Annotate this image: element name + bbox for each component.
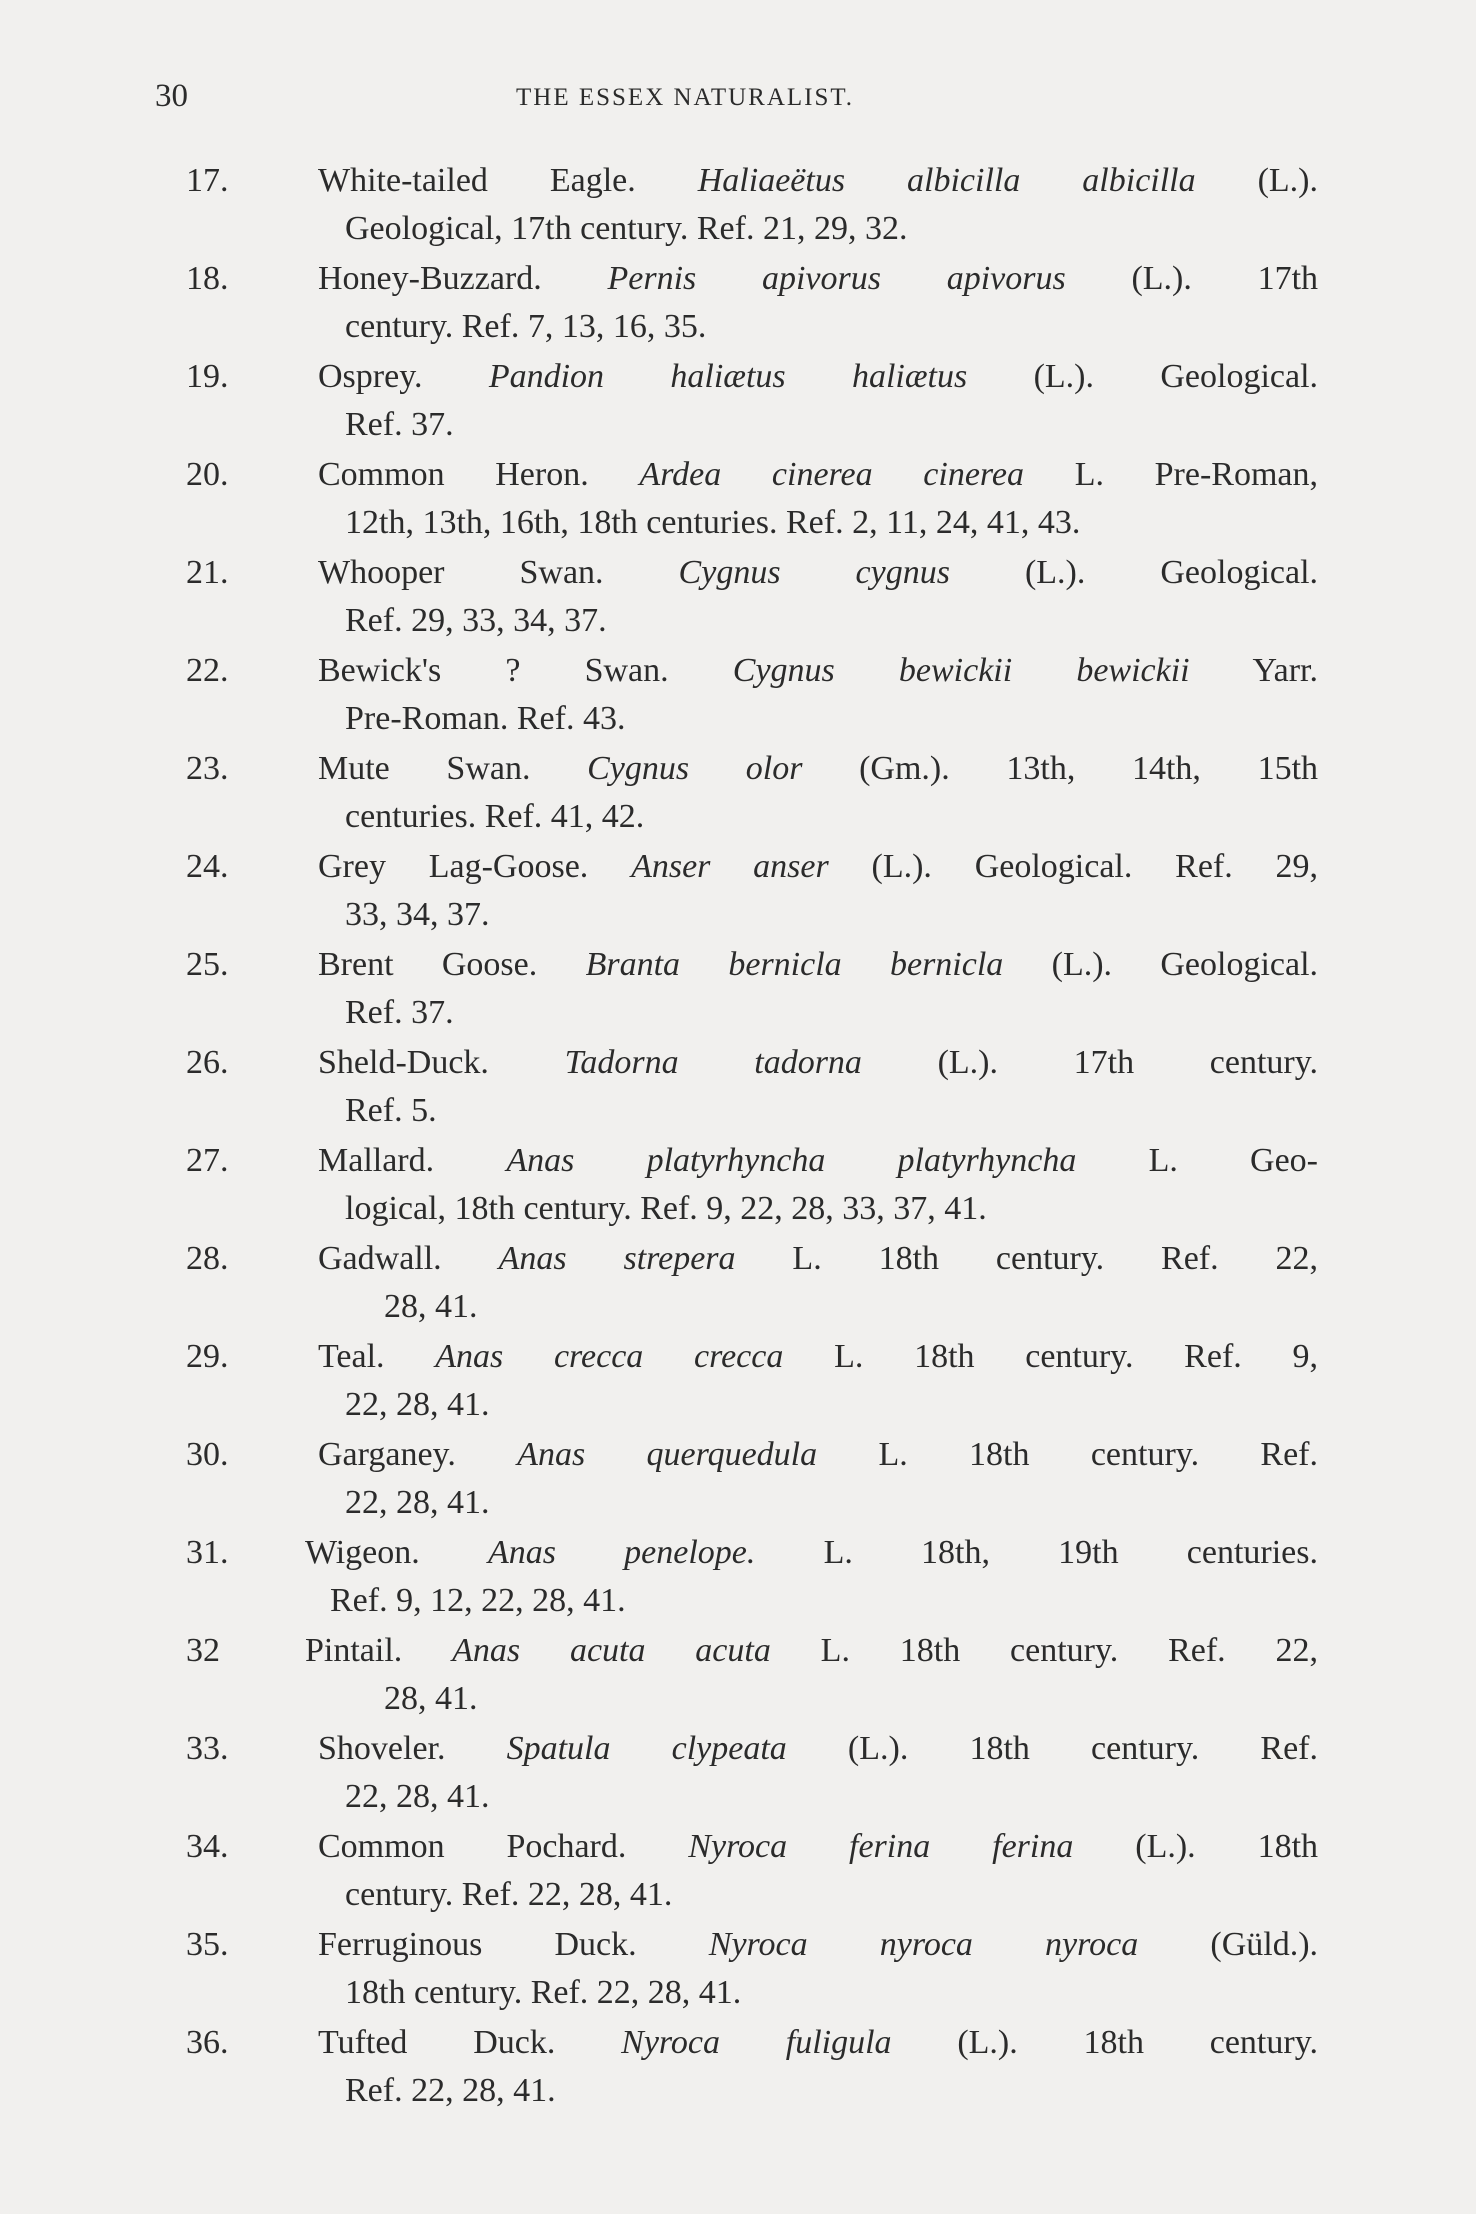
entry-detail: (L.). Geological. [1024,554,1319,591]
entry-continuation: 18th century. Ref. 22, 28, 41. [345,1974,742,2011]
entry-number: 31. [186,1534,229,1571]
entry-detail: L. 18th century. Ref. 9, [834,1338,1318,1375]
entry-continuation: 22, 28, 41. [345,1386,490,1423]
entry-continuation: century. Ref. 22, 28, 41. [345,1876,673,1913]
latin-name: Cygnus cygnus [678,554,950,591]
entry-continuation: 12th, 13th, 16th, 18th centuries. Ref. 2, 11, 24, 41, 43. [345,504,1081,541]
entry-number: 23. [186,750,229,787]
entry-continuation: Ref. 22, 28, 41. [345,2072,556,2109]
latin-name: Tadorna tadorna [564,1044,862,1081]
common-name: Ferruginous Duck. [318,1926,637,1963]
latin-name: Anser anser [631,848,829,885]
entry-detail: (Gm.). 13th, 14th, 15th [859,750,1319,787]
entry-detail: (L.). 18th [1135,1828,1319,1865]
entry-number: 36. [186,2024,229,2061]
entry-continuation: Ref. 5. [345,1092,437,1129]
common-name: Osprey. [318,358,423,395]
latin-name: Pandion haliætus haliætus [488,358,968,395]
latin-name: Cygnus bewickii bewickii [732,652,1190,689]
common-name: White-tailed Eagle. [318,162,636,199]
common-name: Pintail. [305,1632,403,1669]
entry-detail: L. 18th, 19th centuries. [823,1534,1318,1571]
latin-name: Anas acuta acuta [452,1632,771,1669]
latin-name: Pernis apivorus apivorus [607,260,1066,297]
entry-continuation: century. Ref. 7, 13, 16, 35. [345,308,707,345]
entry-detail: (L.). Geological. [1051,946,1319,983]
entry-detail: (L.). 18th century. [957,2024,1318,2061]
common-name: Common Heron. [318,456,589,493]
latin-name: Branta bernicla bernicla [585,946,1004,983]
common-name: Garganey. [318,1436,456,1473]
common-name: Grey Lag-Goose. [318,848,589,885]
latin-name: Spatula clypeata [506,1730,787,1767]
entry-detail: (L.). 17th century. [937,1044,1319,1081]
latin-name: Haliaeëtus albicilla albicilla [697,162,1196,199]
running-head: THE ESSEX NATURALIST. [516,84,855,111]
latin-name: Anas platyrhyncha platyrhyncha [506,1142,1077,1179]
entry-number: 25. [186,946,229,983]
entry-number: 19. [186,358,229,395]
entry-continuation: 22, 28, 41. [345,1778,490,1815]
entry-number: 34. [186,1828,229,1865]
common-name: Bewick's ? Swan. [318,652,669,689]
entry-detail: L. 18th century. Ref. 22, [792,1240,1319,1277]
entry-number: 24. [186,848,229,885]
entry-number: 22. [186,652,229,689]
entry-number: 29. [186,1338,229,1375]
entry-detail: (Güld.). [1210,1926,1319,1963]
entry-continuation: 22, 28, 41. [345,1484,490,1521]
entry-detail: (L.). 17th [1131,260,1319,297]
entry-detail: L. 18th century. Ref. [878,1436,1319,1473]
common-name: Teal. [318,1338,385,1375]
entry-number: 26. [186,1044,229,1081]
entry-detail: (L.). [1257,162,1319,199]
entry-number: 32 [186,1632,220,1669]
entry-detail: L. Geo- [1148,1142,1319,1179]
common-name: Brent Goose. [318,946,538,983]
entry-continuation: Ref. 29, 33, 34, 37. [345,602,607,639]
entry-continuation: logical, 18th century. Ref. 9, 22, 28, 33, 37, 41. [345,1190,987,1227]
entry-detail: (L.). 18th century. Ref. [847,1730,1318,1767]
common-name: Honey-Buzzard. [318,260,542,297]
entry-number: 28. [186,1240,229,1277]
entry-continuation: 33, 34, 37. [345,896,490,933]
latin-name: Nyroca ferina ferina [688,1828,1074,1865]
latin-name: Anas querquedula [517,1436,818,1473]
entry-number: 27. [186,1142,229,1179]
entry-number: 35. [186,1926,229,1963]
entry-detail: (L.). Geological. [1033,358,1319,395]
common-name: Gadwall. [318,1240,442,1277]
page-number: 30 [155,78,188,114]
entry-continuation: centuries. Ref. 41, 42. [345,798,645,835]
entry-number: 18. [186,260,229,297]
entry-detail: Yarr. [1252,652,1318,689]
entry-continuation: 28, 41. [384,1680,478,1717]
entry-continuation: Ref. 37. [345,994,454,1031]
entry-detail: (L.). Geological. Ref. 29, [871,848,1319,885]
common-name: Common Pochard. [318,1828,627,1865]
entry-continuation: 28, 41. [384,1288,478,1325]
entry-number: 20. [186,456,229,493]
latin-name: Cygnus olor [587,750,803,787]
common-name: Mute Swan. [318,750,531,787]
common-name: Tufted Duck. [318,2024,556,2061]
latin-name: Nyroca fuligula [621,2024,892,2061]
latin-name: Anas penelope. [487,1534,756,1571]
latin-name: Ardea cinerea cinerea [639,456,1024,493]
common-name: Wigeon. [305,1534,420,1571]
latin-name: Anas crecca crecca [435,1338,784,1375]
entry-number: 30. [186,1436,229,1473]
entry-number: 21. [186,554,229,591]
entry-continuation: Ref. 37. [345,406,454,443]
latin-name: Anas strepera [498,1240,736,1277]
entry-number: 17. [186,162,229,199]
entry-continuation: Ref. 9, 12, 22, 28, 41. [330,1582,626,1619]
common-name: Shoveler. [318,1730,446,1767]
entry-number: 33. [186,1730,229,1767]
common-name: Mallard. [318,1142,435,1179]
common-name: Whooper Swan. [318,554,604,591]
entry-detail: L. Pre-Roman, [1074,456,1318,493]
entry-continuation: Geological, 17th century. Ref. 21, 29, 32. [345,210,908,247]
common-name: Sheld-Duck. [318,1044,489,1081]
entry-continuation: Pre-Roman. Ref. 43. [345,700,626,737]
entry-detail: L. 18th century. Ref. 22, [820,1632,1319,1669]
latin-name: Nyroca nyroca nyroca [708,1926,1139,1963]
